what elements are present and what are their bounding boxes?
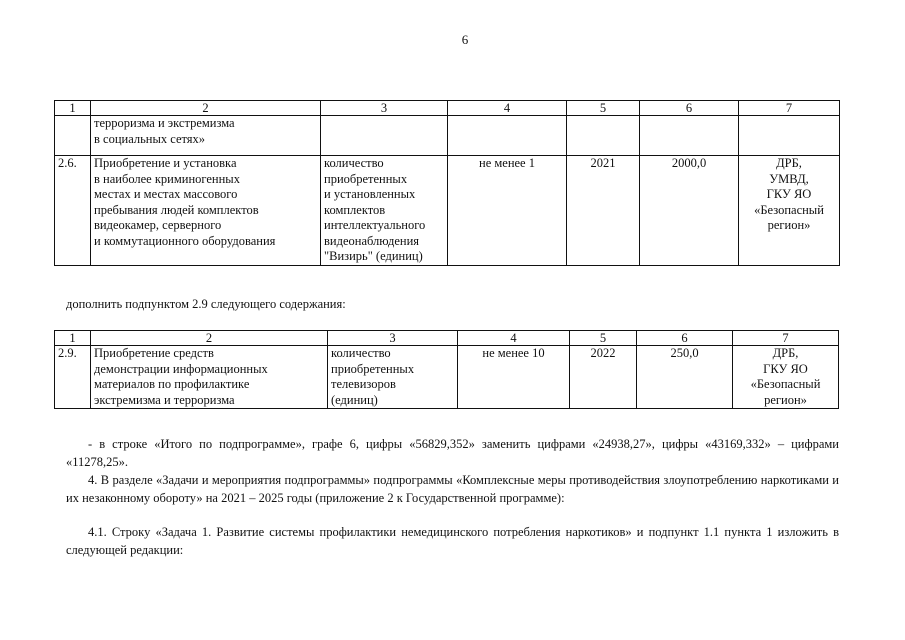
cell-year: [567, 116, 640, 156]
cell-activity: терроризма и экстремизма в социальных сетях»: [91, 116, 321, 156]
cell-indicator: количество приобретенных телевизоров (единиц): [328, 346, 458, 409]
header-cell: 4: [448, 101, 567, 116]
cell-executor: ДРБ, УМВД, ГКУ ЯО «Безопасный регион»: [739, 156, 840, 266]
cell-executor: ДРБ, ГКУ ЯО «Безопасный регион»: [733, 346, 839, 409]
header-cell: 2: [91, 331, 328, 346]
table-header-row: [55, 331, 839, 346]
table-row-continuation: [55, 116, 840, 156]
cell-value: не менее 10: [458, 346, 570, 409]
intro-paragraph: дополнить подпунктом 2.9 следующего содержания:: [66, 297, 346, 311]
header-cell: 3: [328, 331, 458, 346]
cell-activity: Приобретение средств демонстрации информационных материалов по профилактике экстремизма и терроризма: [91, 346, 328, 409]
header-cell: 7: [739, 101, 840, 116]
cell-number: 2.9.: [55, 346, 91, 409]
cell-number: [55, 116, 91, 156]
table-row-2-9: [55, 346, 839, 409]
cell-executor: [739, 116, 840, 156]
cell-amount: 2000,0: [640, 156, 739, 266]
cell-value: [448, 116, 567, 156]
cell-year: 2021: [567, 156, 640, 266]
paragraph-section-4: 4. В разделе «Задачи и мероприятия подпрограммы» подпрограммы «Комплексные меры противодействия злоупотреблению наркотиками и их незаконному обороту» на 2021 – 2025 годы (приложение 2 к Государственной программе):: [66, 473, 839, 505]
header-cell: 2: [91, 101, 321, 116]
paragraph-replace-totals: - в строке «Итого по подпрограмме», графе 6, цифры «56829,352» заменить цифрами «24938,27», цифры «43169,332» – цифрами «11278,25».: [66, 437, 839, 469]
cell-indicator: количество приобретенных и установленных комплектов интеллектуального видеонаблюдения "Визирь" (единиц): [321, 156, 448, 266]
cell-amount: [640, 116, 739, 156]
header-cell: 4: [458, 331, 570, 346]
header-cell: 6: [637, 331, 733, 346]
header-cell: 5: [570, 331, 637, 346]
cell-activity: Приобретение и установка в наиболее криминогенных местах и местах массового пребывания людей комплектов видеокамер, серверного и коммутационного оборудования: [91, 156, 321, 266]
table-header-row: [55, 101, 840, 116]
header-cell: 7: [733, 331, 839, 346]
paragraph-section-4-1: 4.1. Строку «Задача 1. Развитие системы профилактики немедицинского потребления наркотиков» и подпункт 1.1 пункта 1 изложить в следующей редакции:: [66, 525, 839, 557]
cell-indicator: [321, 116, 448, 156]
header-cell: 5: [567, 101, 640, 116]
header-cell: 1: [55, 331, 91, 346]
header-cell: 3: [321, 101, 448, 116]
activities-table-new-row: [54, 330, 839, 409]
table-row-2-6: [55, 156, 840, 266]
header-cell: 1: [55, 101, 91, 116]
page-number: 6: [461, 32, 469, 47]
header-cell: 6: [640, 101, 739, 116]
cell-amount: 250,0: [637, 346, 733, 409]
activities-table-continued: [54, 100, 840, 266]
cell-number: 2.6.: [55, 156, 91, 266]
cell-year: 2022: [570, 346, 637, 409]
cell-value: не менее 1: [448, 156, 567, 266]
